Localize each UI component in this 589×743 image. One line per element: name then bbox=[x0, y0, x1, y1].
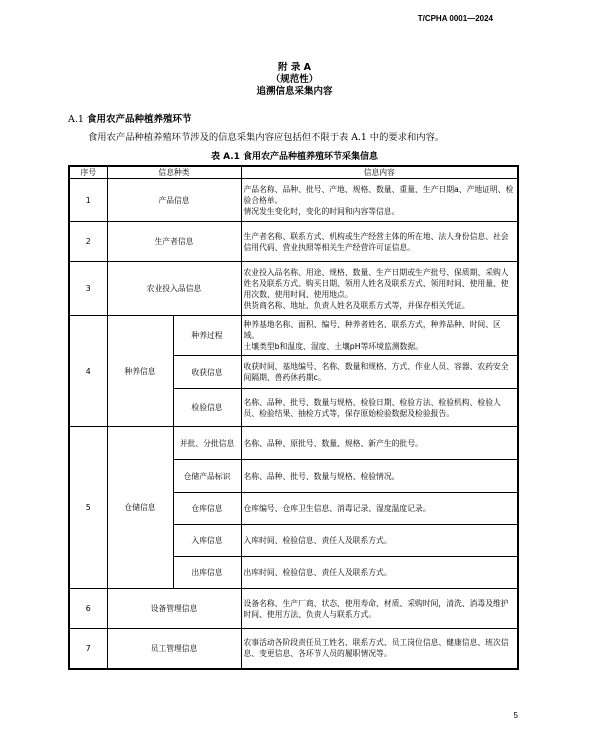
table-row bbox=[69, 222, 518, 262]
annex-heading bbox=[0, 62, 589, 98]
row-type: 员工管理信息 bbox=[107, 629, 241, 669]
info-content: 农事活动各阶段责任员工姓名、联系方式、员工岗位信息、健康信息、班次信息、变更信息、各环节人员的履职情况等。 bbox=[241, 629, 518, 669]
row-seq: 7 bbox=[69, 629, 107, 669]
info-content: 仓库编号、仓库卫生信息、消毒记录、湿度温度记录。 bbox=[241, 493, 518, 525]
info-content: 名称、品种、批号、数量与规格、检验日期、检验方法、检验机构、检验人员、检验结果、抽检方式等，保存原始检验数据及检验报告。 bbox=[241, 389, 518, 427]
row-subtype: 仓库信息 bbox=[173, 493, 241, 525]
row-subtype: 入库信息 bbox=[173, 525, 241, 557]
header-content: 信息内容 bbox=[241, 166, 518, 179]
table-row bbox=[69, 629, 518, 669]
info-table bbox=[68, 165, 519, 670]
row-type: 设备管理信息 bbox=[107, 589, 241, 629]
document-number: T/CPHA 0001—2024 bbox=[417, 14, 493, 23]
row-subtype: 出库信息 bbox=[173, 557, 241, 589]
row-subtype: 收获信息 bbox=[173, 356, 241, 389]
row-seq: 1 bbox=[69, 179, 107, 222]
info-content: 产品名称、品种、批号、产地、规格、数量、重量、生产日期a、产地证明、检验合格单。 情况发生变化时，变化的时间和内容等信息。 bbox=[241, 179, 518, 222]
info-content: 名称、品种、批号、数量与规格、检验情况。 bbox=[241, 460, 518, 493]
section-number: A.1 bbox=[68, 114, 84, 125]
section-title: 食用农产品种植养殖环节 bbox=[86, 114, 192, 125]
row-type: 仓储信息 bbox=[107, 427, 173, 589]
info-content: 农业投入品名称、用途、规格、数量、生产日期或生产批号、保质期、采购人姓名及联系方式、购买日期、领用人姓名及联系方式、领用时间、使用量、使用次数、使用时间、使用地点。 供货商名称、地址、负责人姓名及联系方式等，并保存相关凭证。 bbox=[241, 262, 518, 316]
header-seq: 序号 bbox=[69, 166, 107, 179]
row-seq: 2 bbox=[69, 222, 107, 262]
annex-nature: （规范性） bbox=[270, 74, 319, 85]
table-row bbox=[69, 179, 518, 222]
row-subtype: 检验信息 bbox=[173, 389, 241, 427]
row-seq: 3 bbox=[69, 262, 107, 316]
header-type: 信息种类 bbox=[107, 166, 241, 179]
row-type: 生产者信息 bbox=[107, 222, 241, 262]
annex-subtitle: 追溯信息采集内容 bbox=[256, 86, 333, 97]
table-row bbox=[69, 262, 518, 316]
table-row bbox=[69, 427, 518, 460]
info-content: 收获时间、基地编号、名称、数量和规格、方式、作业人员、容器、农药安全间隔期、兽药休药期c。 bbox=[241, 356, 518, 389]
intro-paragraph: 食用农产品种植养殖环节涉及的信息采集内容应包括但不限于表 A.1 中的要求和内容。 bbox=[88, 132, 445, 143]
row-seq: 4 bbox=[69, 316, 107, 427]
row-subtype: 并批、分批信息 bbox=[173, 427, 241, 460]
row-type: 产品信息 bbox=[107, 179, 241, 222]
row-type: 种养信息 bbox=[107, 316, 173, 427]
table-body bbox=[69, 179, 518, 669]
table-caption: 表 A.1 食用农产品种植养殖环节采集信息 bbox=[210, 152, 379, 162]
row-type: 农业投入品信息 bbox=[107, 262, 241, 316]
info-content: 生产者名称、联系方式、机构或生产经营主体的所在地、法人身份信息、社会信用代码、营业执照等相关生产经营许可证信息。 bbox=[241, 222, 518, 262]
info-content: 种养基地名称、面积、编号、种养者姓名、联系方式，种养品种、时间、区域。 土壤类型b和温度、湿度、土壤pH等环境监测数据。 bbox=[241, 316, 518, 356]
row-subtype: 仓储产品标识 bbox=[173, 460, 241, 493]
row-seq: 5 bbox=[69, 427, 107, 589]
info-content: 设备名称、生产厂商、状态、使用寿命、材质、采购时间，清洗、消毒及维护时间、使用方法、负责人与联系方式。 bbox=[241, 589, 518, 629]
table-header-row bbox=[69, 166, 518, 179]
table-row bbox=[69, 316, 518, 356]
row-seq: 6 bbox=[69, 589, 107, 629]
row-subtype: 种养过程 bbox=[173, 316, 241, 356]
table-row bbox=[69, 589, 518, 629]
info-content: 入库时间、检验信息、责任人及联系方式。 bbox=[241, 525, 518, 557]
annex-title: 附 录 A bbox=[278, 62, 311, 73]
info-content: 出库时间、检验信息、责任人及联系方式。 bbox=[241, 557, 518, 589]
section-heading bbox=[68, 111, 191, 125]
page-number: 5 bbox=[513, 711, 518, 720]
info-content: 名称、品种、原批号、数量、规格、新产生的批号。 bbox=[241, 427, 518, 460]
